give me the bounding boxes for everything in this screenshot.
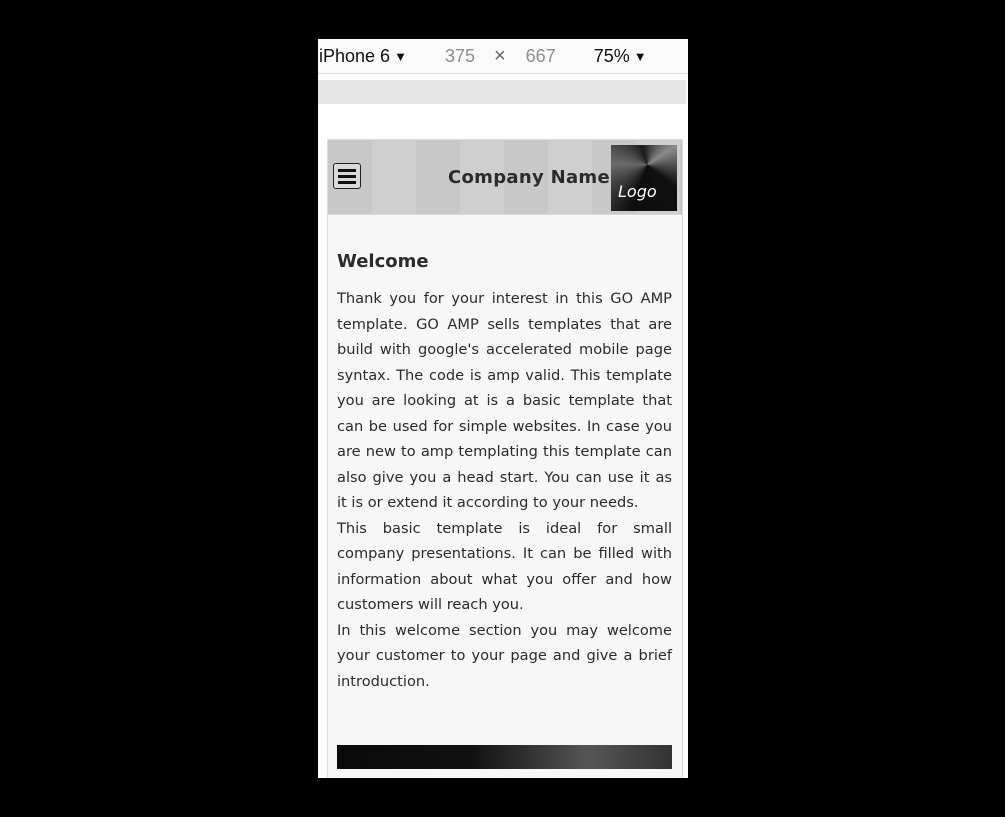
welcome-section (328, 215, 682, 694)
site-header (328, 140, 682, 215)
page-viewport (327, 139, 683, 778)
logo[interactable] (611, 145, 677, 211)
viewport-width-input[interactable]: 375 (444, 45, 475, 66)
welcome-heading: Welcome (337, 251, 429, 272)
viewport-height-input[interactable]: 667 (525, 45, 556, 66)
hamburger-menu-icon[interactable] (333, 163, 361, 189)
welcome-paragraph: Thank you for your interest in this GO AMP template. GO AMP sells templates that are build with google's accelerated mobile page syntax. The code is amp valid. This template you are looking at is a basic template that can be used for simple websites. In case you are new to amp templating this template can also give you a head start. You can use it as it is or extend it according to your needs. (337, 290, 672, 511)
device-emulator-frame (318, 39, 688, 778)
device-name: iPhone 6 (319, 45, 391, 66)
banner-image (337, 745, 672, 769)
caret-down-icon: ▼ (394, 48, 407, 64)
device-toolbar (318, 39, 688, 74)
media-query-bar[interactable] (318, 80, 686, 104)
welcome-paragraph: This basic template is ideal for small company presentations. It can be filled with information about what you offer and how customers will reach you. (337, 519, 672, 613)
caret-down-icon: ▼ (633, 48, 647, 64)
welcome-paragraph: In this welcome section you may welcome your customer to your page and give a brief introduction. (337, 621, 672, 690)
logo-text: Logo (618, 182, 657, 201)
times-icon: × (493, 44, 506, 67)
company-name: Company Name (448, 167, 610, 188)
device-select[interactable] (319, 46, 407, 67)
zoom-level: 75% (593, 45, 630, 66)
zoom-select[interactable] (594, 46, 647, 67)
